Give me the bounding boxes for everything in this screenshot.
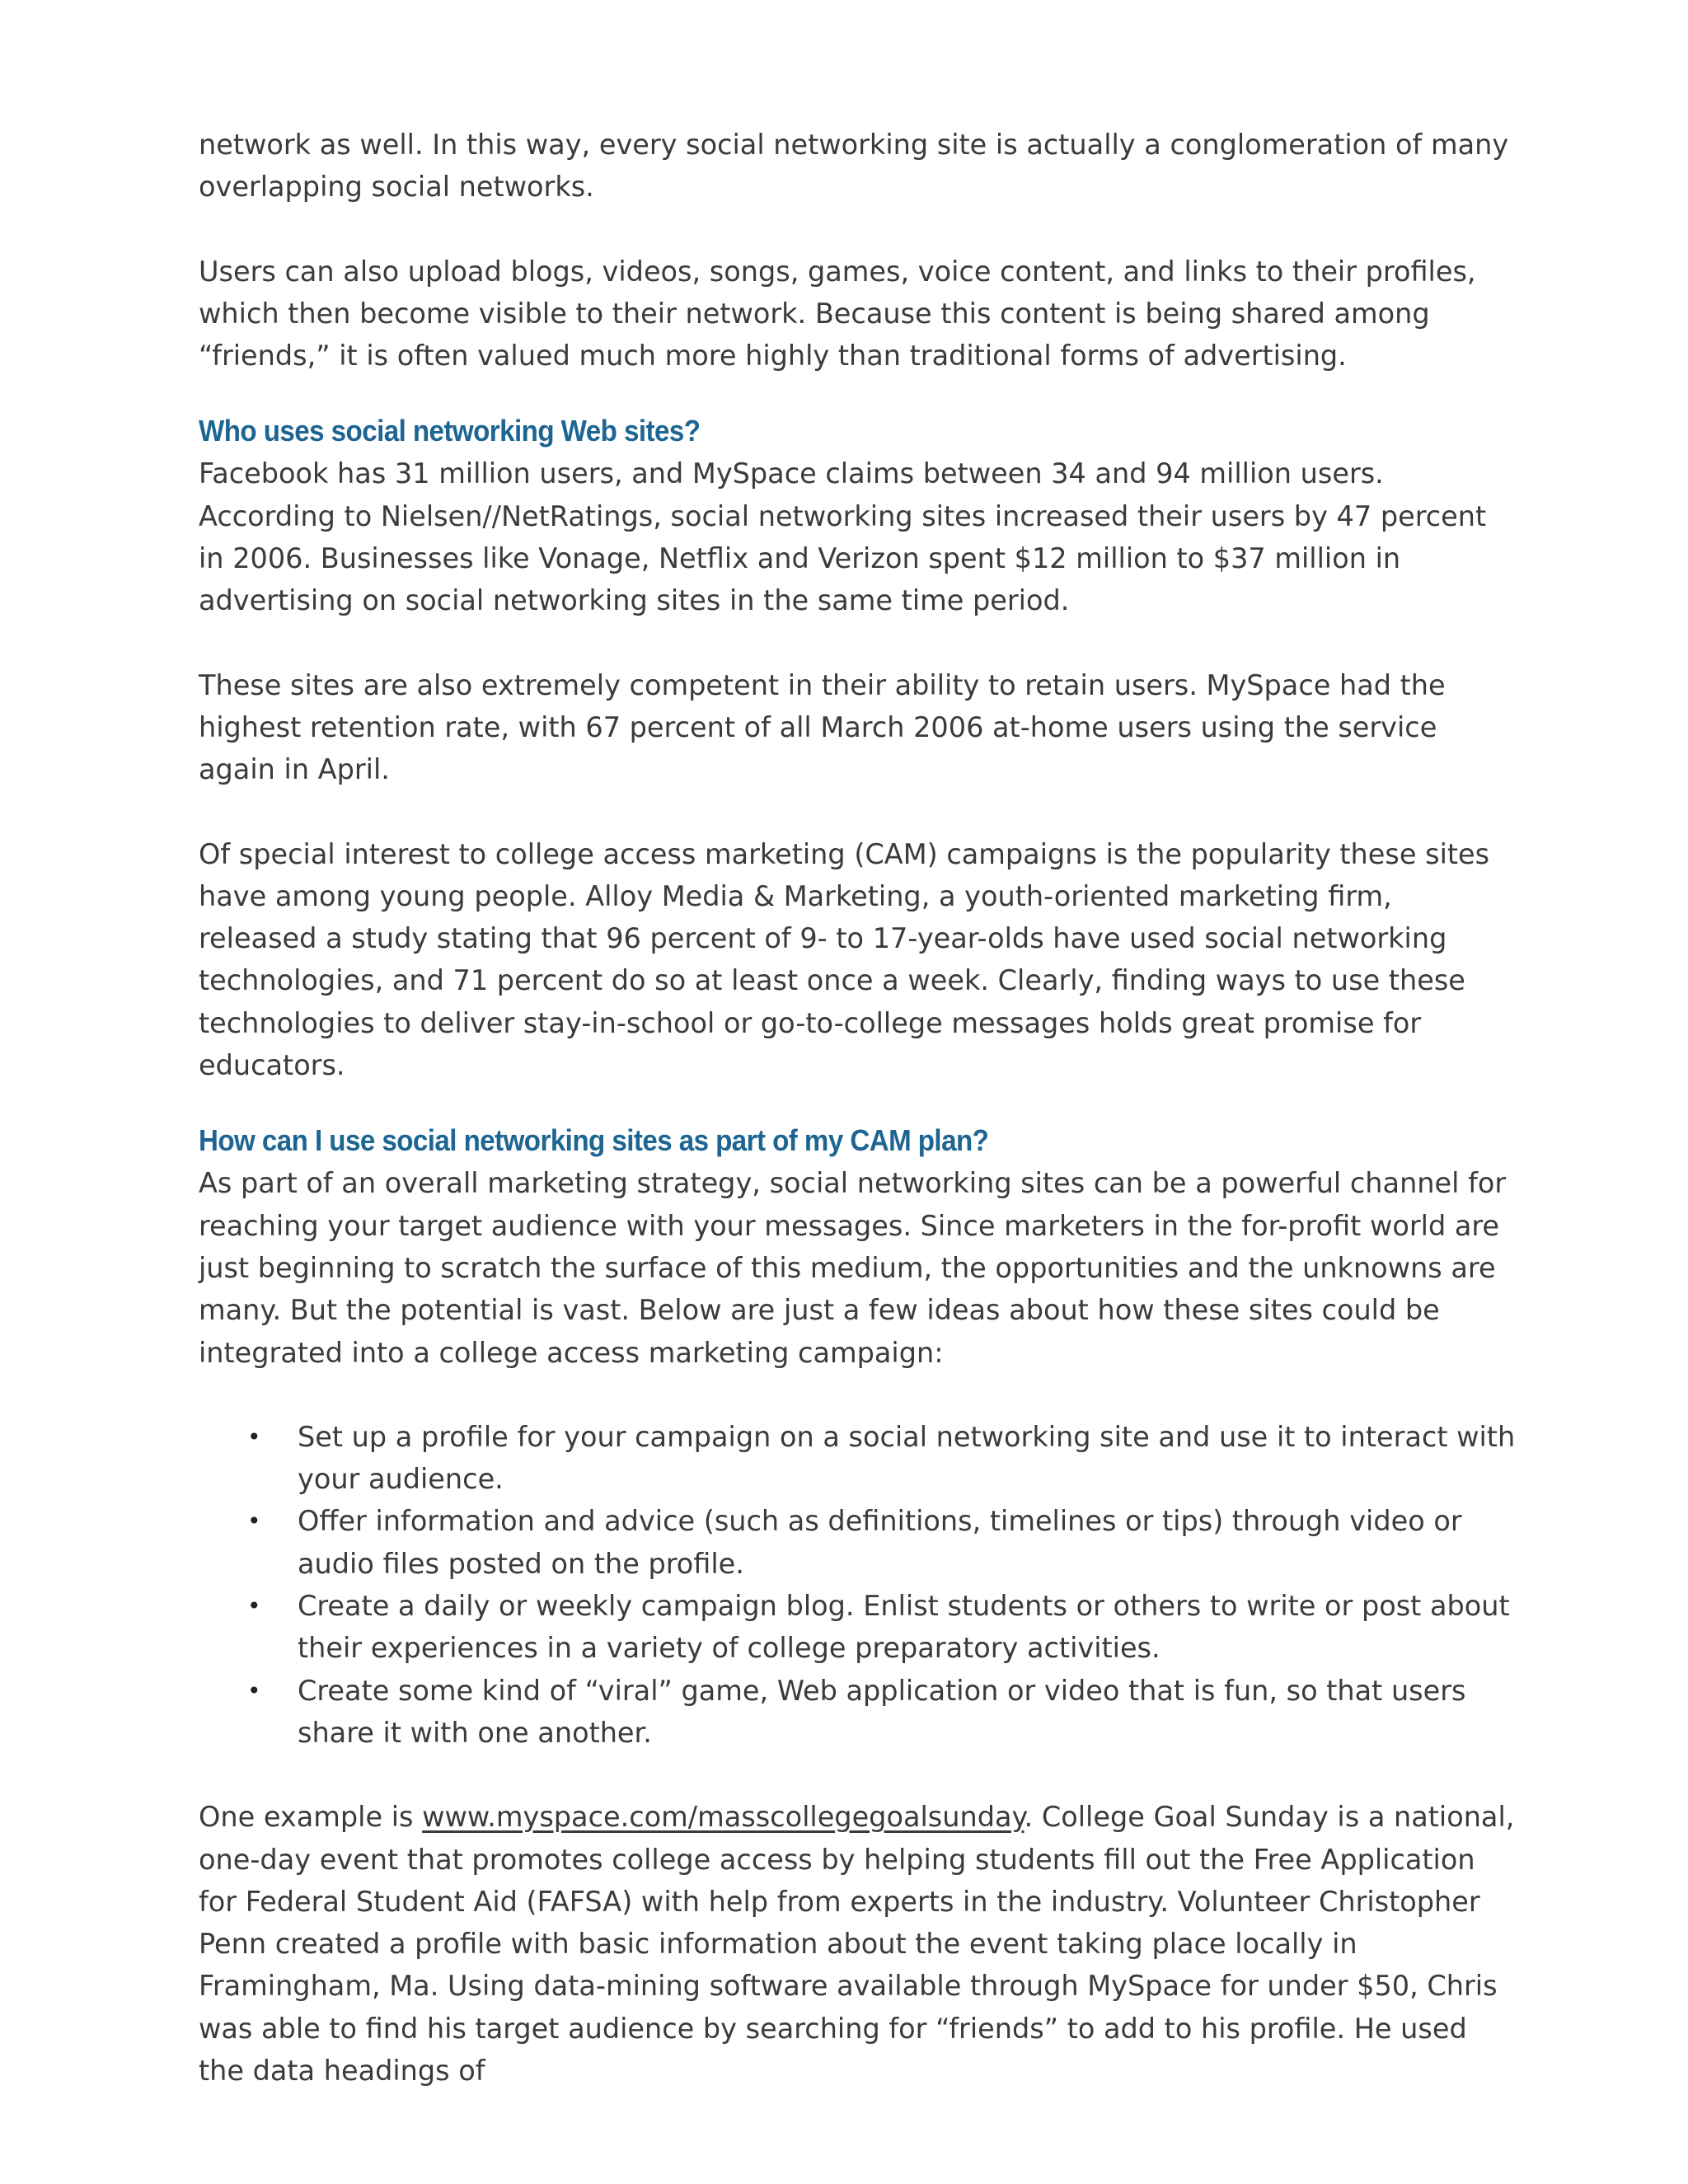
bullet-icon: • [247, 1592, 261, 1620]
list-item-text: Offer information and advice (such as definitions, timelines or tips) through video or audio files posted on the profile. [298, 1505, 1462, 1580]
usage-stats-paragraph: Facebook has 31 million users, and MySpace claims between 34 and 94 million users. According to Nielsen//NetRatings, social networking sites increased their users by 47 percent in 2006. Businesses like Vonage, Netflix and Verizon spent $12 million to $37 million in advertising on social networking sites in the same time period. [199, 457, 1487, 617]
list-item [199, 1670, 1517, 1755]
list-item-text: Create a daily or weekly campaign blog. Enlist students or others to write or post about their experiences in a variety of college preparatory activities. [298, 1590, 1510, 1665]
list-item [199, 1416, 1517, 1501]
retention-paragraph: These sites are also extremely competent in their ability to retain users. MySpace had the highest retention rate, with 67 percent of all March 2006 at-home users using the service again in April. [199, 668, 1446, 786]
myspace-link[interactable]: www.myspace.com/masscollegegoalsunday [422, 1801, 1025, 1834]
ideas-list [199, 1416, 1517, 1754]
bullet-icon: • [247, 1676, 261, 1704]
example-rest: . College Goal Sunday is a national, one-day event that promotes college access by helping students fill out the Free Application for Federal Student Aid (FAFSA) with help from experts in the industry. Volunteer Christopher Penn created a profile with basic information about the event taking place locally in Framingham, Ma. Using data-mining software available through MySpace for under $50, Chris was able to find his target audience by searching for “friends” to add to his profile. He used the data headings of [199, 1801, 1515, 2087]
list-item [199, 1585, 1517, 1670]
list-item-text: Set up a profile for your campaign on a social networking site and use it to interact with your audience. [298, 1420, 1516, 1496]
example-paragraph [199, 1796, 1517, 2092]
section-heading-who-uses: Who uses social networking Web sites? [199, 414, 701, 448]
bullet-icon: • [247, 1507, 261, 1535]
young-people-paragraph: Of special interest to college access marketing (CAM) campaigns is the popularity these sites have among young people. Alloy Media & Marketing, a youth-oriented marketing firm, released a study stating that 96 percent of 9- to 17-year-olds have used social networking technologies, and 71 percent do so at least once a week. Clearly, finding ways to use these technologies to deliver stay-in-school or go-to-college messages holds great promise for educators. [199, 837, 1490, 1082]
bullet-icon: • [247, 1422, 261, 1451]
intro-paragraph-2: Users can also upload blogs, videos, songs, games, voice content, and links to their profiles, which then become visible to their network. Because this content is being shared among “friends,” it is often valued much more highly than traditional forms of advertising. [199, 255, 1476, 373]
document-page [199, 124, 1517, 2092]
list-item-text: Create some kind of “viral” game, Web application or video that is fun, so that users share it with one another. [298, 1674, 1466, 1749]
intro-paragraph-1: network as well. In this way, every social networking site is actually a conglomeration of many overlapping social networks. [199, 129, 1509, 204]
list-item [199, 1500, 1517, 1585]
example-prefix: One example is [199, 1801, 423, 1834]
section-heading-cam-plan: How can I use social networking sites as part of my CAM plan? [199, 1123, 989, 1158]
cam-plan-paragraph: As part of an overall marketing strategy, social networking sites can be a powerful channel for reaching your target audience with your messages. Since marketers in the for-profit world are just beginning to scratch the surface of this medium, the opportunities and the unknowns are many. But the potential is vast. Below are just a few ideas about how these sites could be integrated into a college access marketing campaign: [199, 1167, 1507, 1369]
